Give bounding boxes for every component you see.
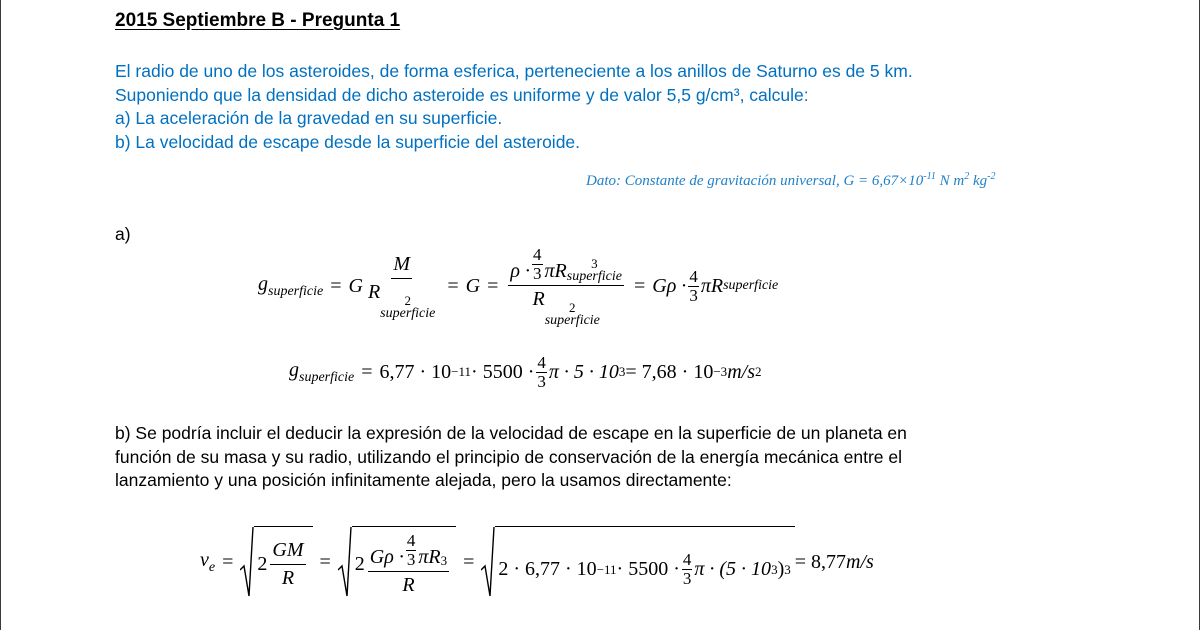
radical-sign-icon xyxy=(338,526,352,598)
fraction-density-volume: ρ · $\frac{4}{3}$ πR 3 superficie R 2 superficie xyxy=(510,244,622,328)
sqrt-numeric: 2 · 6,77 · 10 −11 · 5500 · $\frac{4}{3}$ π · (5 · 10 3 ) 3 xyxy=(481,526,794,598)
statement-line: Suponiendo que la densidad de dicho asteroide es uniforme y de valor 5,5 g/cm³, calcule: xyxy=(115,84,809,105)
paragraph-line: lanzamiento y una posición infinitamente alejada, pero la usamos directamente: xyxy=(115,470,732,490)
radical-sign-icon xyxy=(240,526,254,598)
data-note: Dato: Constante de gravitación universal, $G = 6,67\times 10^{-11}$ N $m^2$ $kg^{-2}$ xyxy=(586,171,996,189)
fraction-m-over-r2: M R 2 superficie xyxy=(367,252,436,321)
problem-statement xyxy=(115,60,913,154)
radical-sign-icon xyxy=(481,526,495,598)
part-a-label: a) xyxy=(115,224,131,244)
statement-line: a) La aceleración de la gravedad en su superficie. xyxy=(115,108,503,128)
part-b-paragraph xyxy=(115,422,907,493)
statement-line: El radio de uno de los asteroides, de forma esferica, perteneciente a los anillos de Saturno es de 5 km. xyxy=(115,61,913,81)
escape-velocity-formula: $v_e$ = 2 $\frac{GM}{R}$ = 2 Gρ · $\frac{4}{3}$ πR 3 R = 2 · 6,77 · 10 −11 · 5500 · $\frac{4}{3}$ π · (5 · 10 3 ) 3 = 8,77 m/s xyxy=(200,522,874,602)
paragraph-line: b) Se podría incluir el deducir la expresión de la velocidad de escape en la superficie de un planeta en xyxy=(115,423,907,443)
paragraph-line: función de su masa y su radio, utilizando el principio de conservación de la energía mecánica entre el xyxy=(115,446,902,467)
gravity-formula: $g_{superficie}$ = G M R 2 superficie = G = ρ · $\frac{4}{3}$ πR 3 superficie R 2 superficie = Gρ · $\frac{4}{3}$ πR superficie xyxy=(258,244,779,328)
sqrt-2gm-over-r: 2 $\frac{GM}{R}$ xyxy=(240,526,312,598)
statement-line: b) La velocidad de escape desde la superficie del asteroide. xyxy=(115,131,581,152)
sqrt-density-form: 2 Gρ · $\frac{4}{3}$ πR 3 R xyxy=(338,526,456,598)
gravity-result: $g_{superficie}$ = 6,77 · 10 −11 · 5500 · $\frac{4}{3}$ π · 5 · 10 3 = 7,68 · 10 −3 m/s 2 xyxy=(289,352,762,391)
page-edge-left xyxy=(0,0,1,630)
page-title: 2015 Septiembre B - Pregunta 1 xyxy=(115,10,401,31)
